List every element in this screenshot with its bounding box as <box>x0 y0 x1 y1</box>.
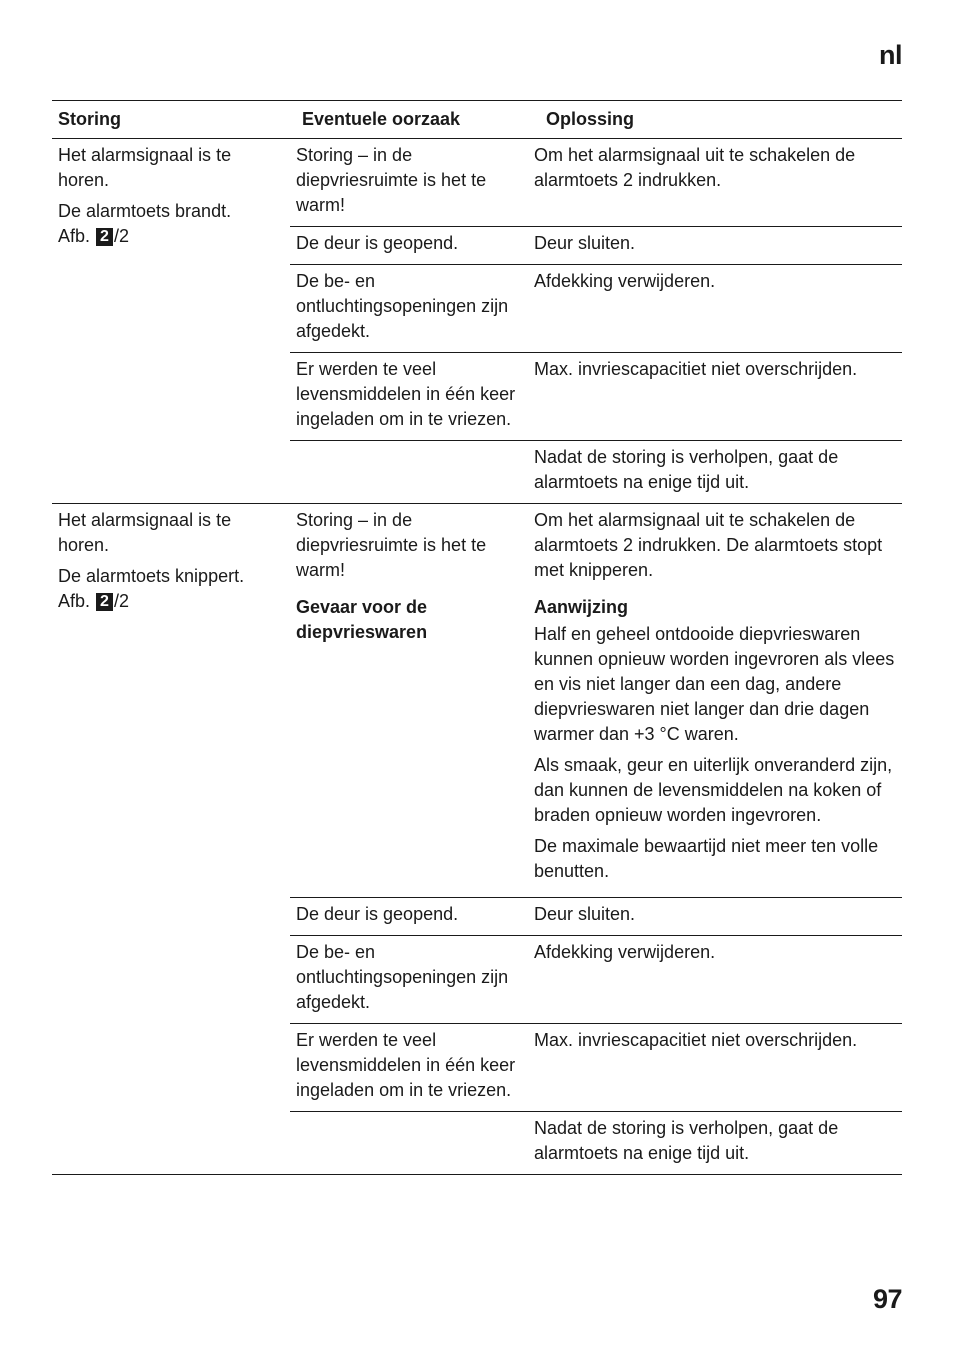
figure-ref: Afb. 2 /2 <box>58 226 129 246</box>
cause-cell: Er werden te veel levensmiddelen in één keer ingeladen om in te vriezen. <box>296 359 516 429</box>
table-row <box>290 935 902 1023</box>
solution-cell: Nadat de storing is verholpen, gaat de alarmtoets na enige tijd uit. <box>534 1118 839 1163</box>
table-row <box>290 1111 902 1174</box>
table-row <box>290 440 902 503</box>
solution-cell: Om het alarmsignaal uit te schakelen de alarmtoets 2 indrukken. De alarmtoets stopt met knipperen. Aanwijzing Half en geheel ontdooide diepvrieswaren kunnen opnieuw worden ingevroren als vlees en vis niet langer dan een dag, andere diepvrieswaren niet langer dan drie dagen warmer dan +3 °C waren. Als smaak, geur en uiterlijk onveranderd zijn, dan kunnen de levensmiddelen na koken of braden opnieuw worden ingevroren. De maximale bewaartijd niet meer ten volle benutten. <box>528 504 902 897</box>
table-row <box>290 352 902 440</box>
header-oorzaak: Eventuele oorzaak <box>302 109 461 129</box>
solution-cell: Afdekking verwijderen. <box>534 271 716 291</box>
solution-cell: Nadat de storing is verholpen, gaat de alarmtoets na enige tijd uit. <box>534 447 839 492</box>
header-oplossing: Oplossing <box>546 109 635 129</box>
cause-cell: De deur is geopend. <box>296 904 459 924</box>
cause-cell <box>290 441 528 503</box>
language-label: nl <box>879 40 902 70</box>
table-row <box>290 226 902 264</box>
figure-ref: Afb. 2 /2 <box>58 591 129 611</box>
solution-cell: Deur sluiten. <box>534 904 636 924</box>
table-group-1 <box>52 139 902 503</box>
table-row <box>290 504 902 897</box>
solution-cell: Deur sluiten. <box>534 233 636 253</box>
header-storing: Storing <box>58 109 121 129</box>
table-row <box>290 897 902 935</box>
table-row <box>290 1023 902 1111</box>
table-group-2 <box>52 503 902 1174</box>
table-header <box>52 101 902 139</box>
solution-cell: Max. invriescapacitiet niet overschrijden. <box>534 359 858 379</box>
solution-cell: Afdekking verwijderen. <box>534 942 716 962</box>
symptom-text: Het alarmsignaal is te horen. <box>58 510 232 555</box>
cause-cell: Storing – in de diepvriesruimte is het te warm! <box>296 145 487 215</box>
table-row <box>290 139 902 226</box>
note-text: Half en geheel ontdooide diepvrieswaren kunnen opnieuw worden ingevroren als vlees en vis niet langer dan een dag, andere diepvrieswaren niet langer dan drie dagen warmer dan +3 °C waren. <box>534 624 895 744</box>
cause-cell: Storing – in de diepvriesruimte is het te warm! Gevaar voor de diepvrieswaren <box>290 504 528 897</box>
symptom-text: Het alarmsignaal is te horen. <box>58 145 232 190</box>
symptom-cell <box>52 504 290 1174</box>
note-text: Als smaak, geur en uiterlijk onveranderd zijn, dan kunnen de levensmiddelen na koken of braden opnieuw worden ingevroren. <box>534 755 893 825</box>
cause-cell: De be- en ontluchtingsopeningen zijn afgedekt. <box>296 942 509 1012</box>
symptom-cell <box>52 139 290 503</box>
note-text: De maximale bewaartijd niet meer ten volle benutten. <box>534 836 879 881</box>
note-heading: Aanwijzing <box>534 597 628 617</box>
symptom-text: De alarmtoets knippert. <box>58 566 245 586</box>
cause-cell <box>290 1112 528 1174</box>
troubleshooting-table <box>52 100 902 1175</box>
cause-cell: Er werden te veel levensmiddelen in één keer ingeladen om in te vriezen. <box>296 1030 516 1100</box>
page-number: 97 <box>872 1284 902 1314</box>
figure-number-badge: 2 <box>96 228 113 246</box>
hazard-heading: Gevaar voor de diepvrieswaren <box>296 597 428 642</box>
table-row <box>290 264 902 352</box>
cause-cell: De be- en ontluchtingsopeningen zijn afgedekt. <box>296 271 509 341</box>
symptom-text: De alarmtoets brandt. <box>58 201 232 221</box>
solution-cell: Max. invriescapacitiet niet overschrijden. <box>534 1030 858 1050</box>
cause-cell: De deur is geopend. <box>296 233 459 253</box>
solution-cell: Om het alarmsignaal uit te schakelen de alarmtoets 2 indrukken. <box>534 145 856 190</box>
figure-number-badge: 2 <box>96 593 113 611</box>
